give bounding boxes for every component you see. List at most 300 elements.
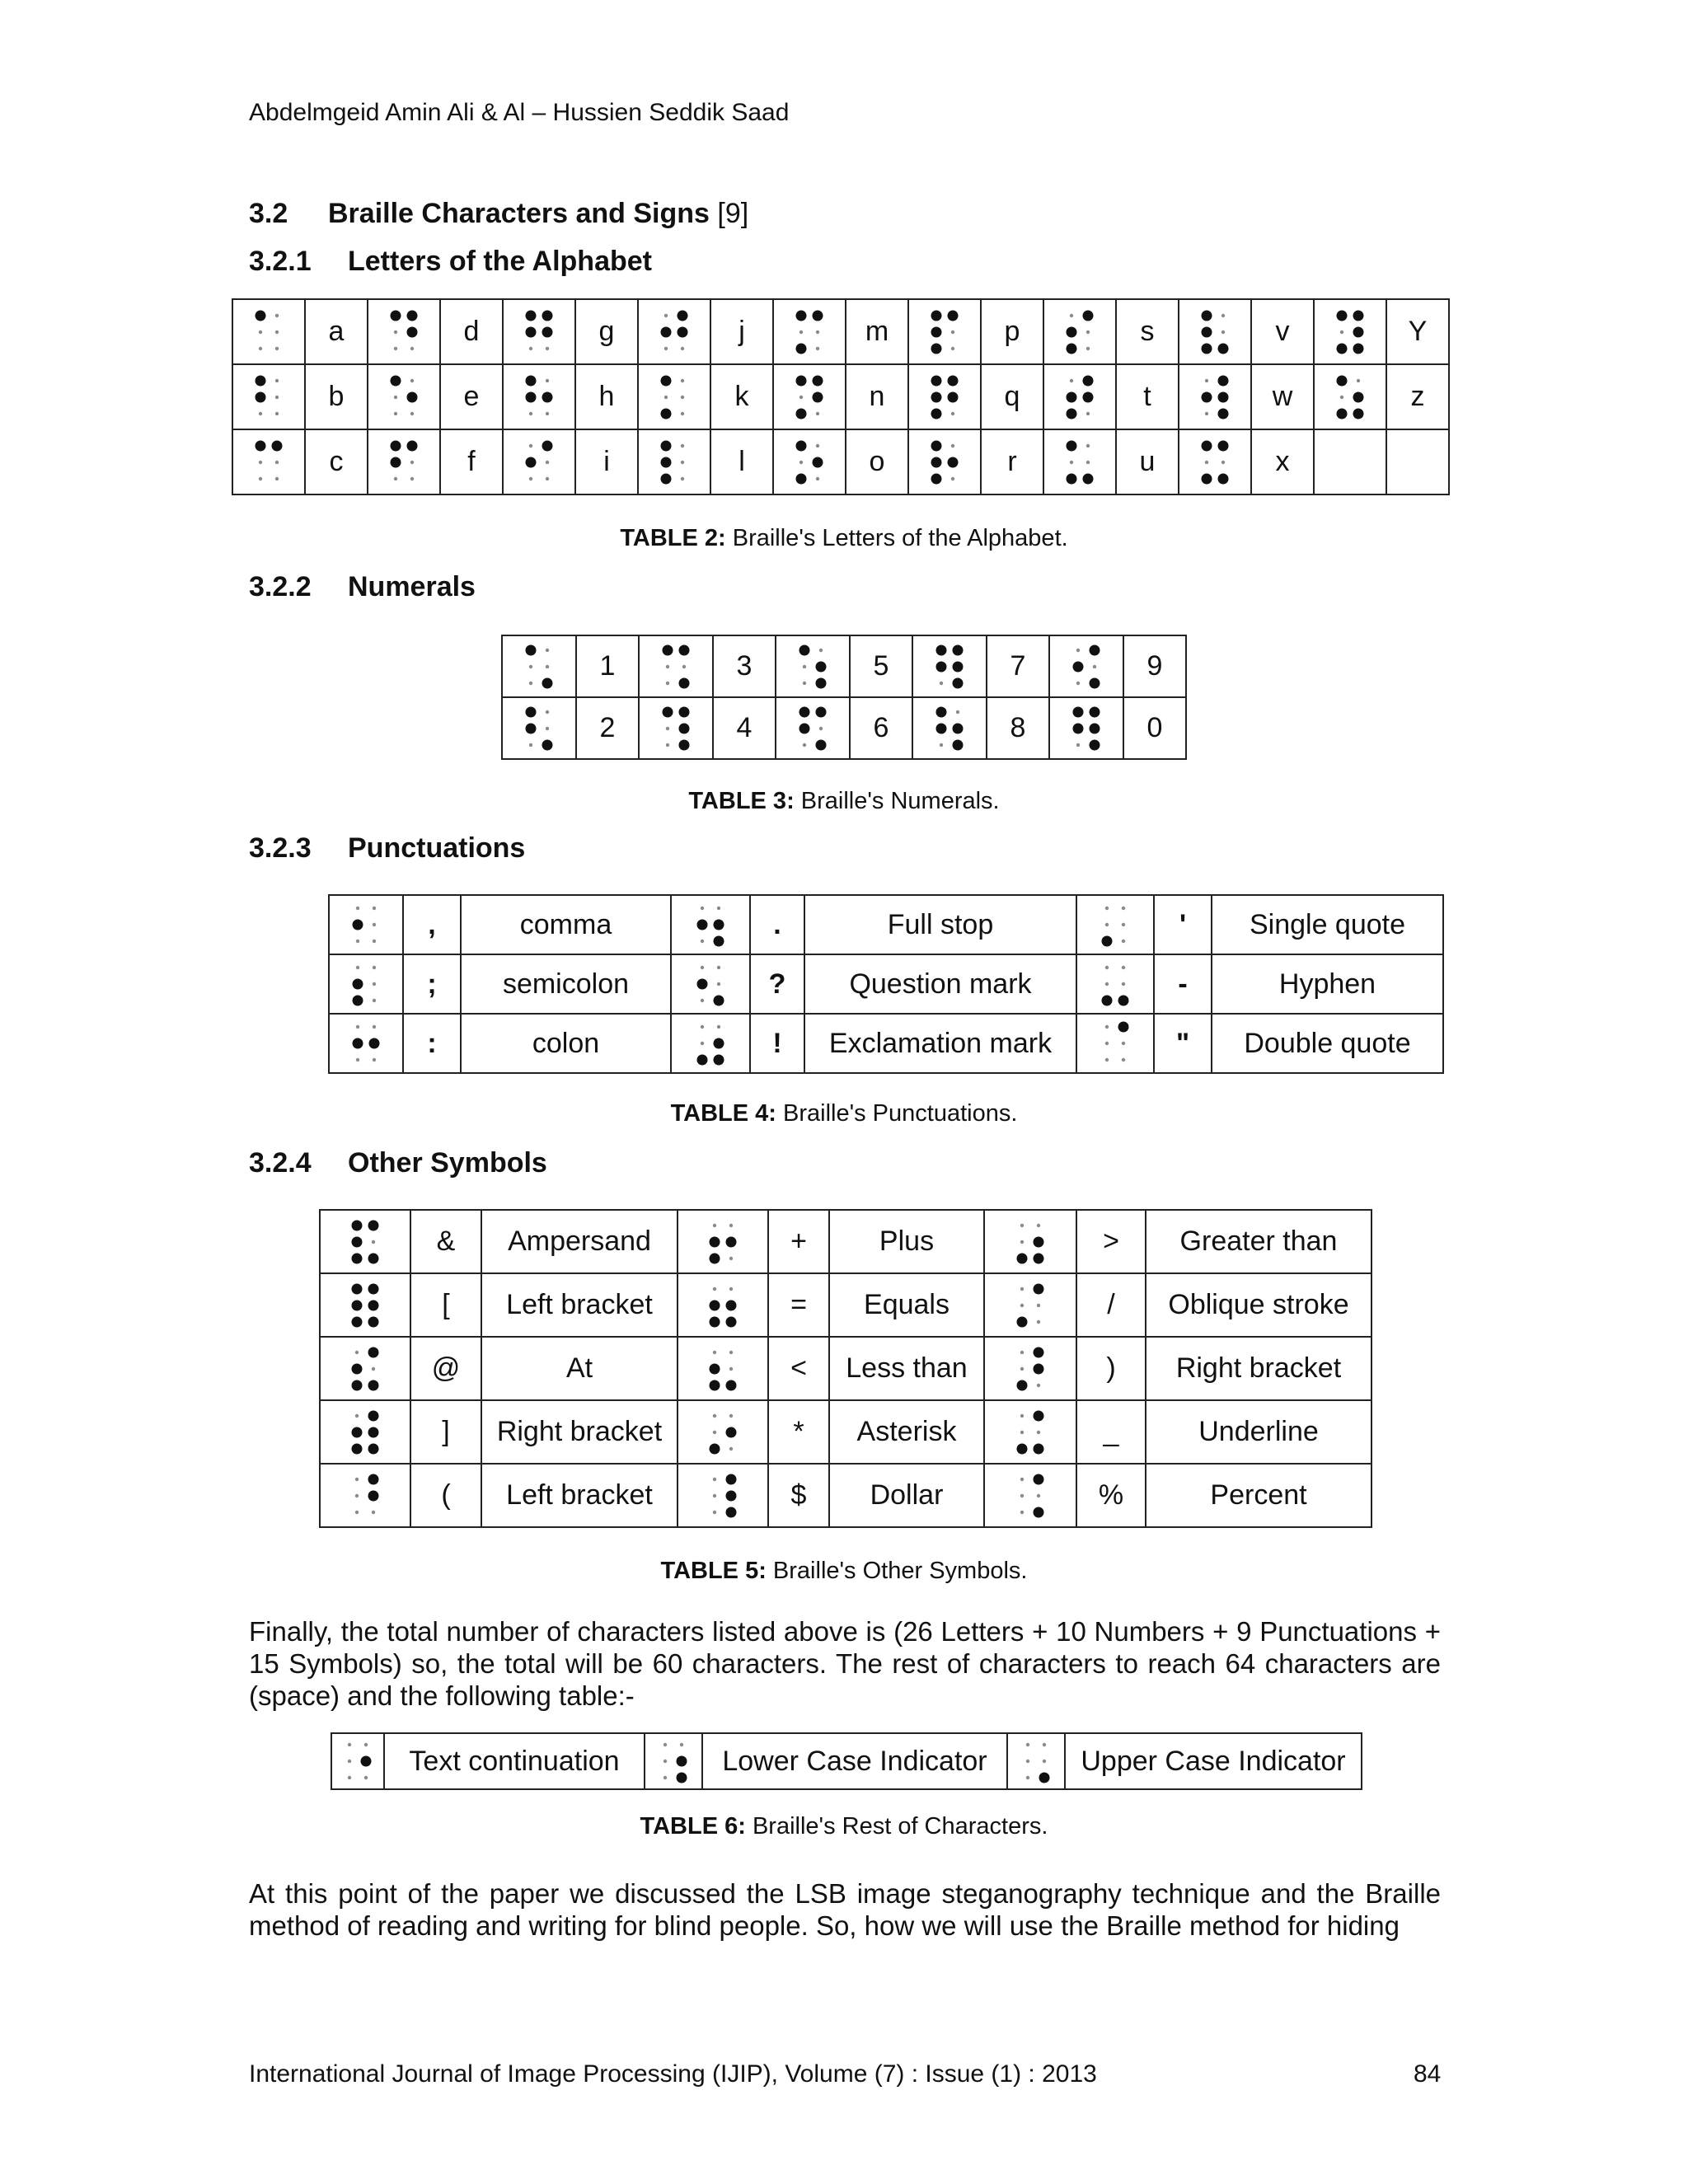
braille-dot-raised	[678, 310, 688, 321]
symbol-name: Underline	[1146, 1400, 1372, 1464]
braille-dot-flat	[275, 395, 279, 398]
braille-dot-flat	[701, 966, 704, 969]
braille-dot-raised	[796, 473, 807, 484]
braille-dot-raised	[272, 440, 283, 451]
braille-dot-flat	[701, 1042, 704, 1045]
braille-dot-raised	[948, 391, 959, 402]
braille-cell-icon	[523, 308, 556, 356]
numeral-label: 0	[1123, 697, 1186, 759]
braille-dot-flat	[372, 1366, 375, 1370]
symbol-glyph: %	[1076, 1464, 1146, 1527]
braille-cell-icon	[928, 308, 961, 356]
braille-dot-flat	[681, 411, 684, 415]
letter-label: q	[981, 364, 1043, 429]
braille-dot-flat	[356, 966, 359, 969]
braille-dot-flat	[356, 907, 359, 910]
braille-dot-flat	[1026, 1743, 1029, 1746]
braille-dot-raised	[1083, 473, 1094, 484]
braille-dot-flat	[410, 460, 414, 463]
subsection-title: Letters of the Alphabet	[348, 246, 652, 277]
braille-dot-flat	[372, 1240, 375, 1243]
braille-dot-flat	[717, 982, 720, 986]
braille-pattern-cell	[503, 299, 575, 364]
braille-dot-raised	[1090, 677, 1100, 688]
numeral-label: 8	[987, 697, 1049, 759]
symbol-glyph: -	[1154, 954, 1212, 1014]
braille-dot-raised	[256, 375, 266, 386]
braille-pattern-cell	[1043, 429, 1116, 494]
braille-pattern-cell	[232, 364, 305, 429]
braille-dot-raised	[1218, 440, 1229, 451]
braille-dot-raised	[1218, 473, 1229, 484]
braille-dot-flat	[816, 411, 819, 415]
table-row	[232, 299, 1449, 364]
braille-dot-raised	[1202, 343, 1212, 354]
braille-dot-raised	[1034, 1283, 1044, 1294]
indicator-name: Text continuation	[384, 1733, 645, 1789]
braille-dot-flat	[1020, 1350, 1024, 1353]
braille-dot-raised	[526, 375, 537, 386]
braille-pattern-cell	[1043, 364, 1116, 429]
braille-dot-flat	[1037, 1319, 1040, 1323]
braille-cell-icon	[694, 1019, 727, 1067]
braille-dot-flat	[940, 681, 943, 684]
braille-dot-flat	[275, 411, 279, 415]
braille-cell-icon	[341, 1737, 374, 1785]
letters-table	[232, 298, 1450, 495]
braille-dot-raised	[948, 375, 959, 386]
braille-pattern-cell	[1179, 429, 1251, 494]
braille-dot-raised	[1034, 1363, 1044, 1374]
braille-dot-raised	[936, 661, 947, 672]
braille-dot-flat	[1070, 313, 1073, 316]
braille-dot-flat	[951, 411, 954, 415]
braille-dot-flat	[373, 999, 376, 1002]
braille-dot-raised	[948, 310, 959, 321]
symbol-name: Left bracket	[481, 1464, 678, 1527]
braille-pattern-cell	[678, 1464, 768, 1527]
braille-pattern-cell	[639, 697, 713, 759]
braille-dot-raised	[1218, 375, 1229, 386]
braille-dot-raised	[256, 310, 266, 321]
braille-dot-raised	[726, 1316, 737, 1327]
braille-dot-flat	[681, 346, 684, 349]
braille-dot-raised	[368, 1474, 379, 1484]
braille-pattern-cell	[776, 697, 850, 759]
braille-dot-raised	[1034, 1507, 1044, 1517]
braille-cell-icon	[1014, 1282, 1047, 1329]
braille-dot-flat	[681, 460, 684, 463]
braille-cell-icon	[1070, 705, 1103, 752]
braille-dot-raised	[256, 391, 266, 402]
braille-cell-icon	[1014, 1472, 1047, 1520]
braille-dot-flat	[529, 411, 532, 415]
braille-cell-icon	[349, 1345, 382, 1393]
symbol-name: Oblique stroke	[1146, 1273, 1372, 1337]
letter-label: w	[1251, 364, 1314, 429]
subsection-number: 3.2.1	[249, 246, 312, 277]
braille-dot-raised	[1083, 391, 1094, 402]
numeral-label: 6	[850, 697, 912, 759]
braille-dot-raised	[799, 644, 810, 655]
braille-dot-flat	[348, 1743, 351, 1746]
braille-dot-raised	[1017, 1253, 1028, 1263]
braille-dot-raised	[1202, 440, 1212, 451]
braille-dot-raised	[526, 326, 537, 337]
braille-cell-icon	[659, 705, 692, 752]
braille-dot-flat	[729, 1256, 733, 1259]
braille-dot-raised	[714, 936, 724, 947]
symbol-name: Equals	[829, 1273, 984, 1337]
letter-label: r	[981, 429, 1043, 494]
braille-dot-flat	[356, 940, 359, 943]
symbol-glyph: '	[1154, 895, 1212, 954]
braille-dot-raised	[1353, 343, 1364, 354]
braille-dot-flat	[816, 476, 819, 480]
braille-dot-raised	[661, 375, 672, 386]
braille-dot-flat	[717, 966, 720, 969]
braille-cell-icon	[933, 705, 966, 752]
braille-dot-raised	[726, 1427, 737, 1437]
braille-dot-flat	[1205, 411, 1208, 415]
indicator-name: Upper Case Indicator	[1065, 1733, 1362, 1789]
braille-dot-raised	[1102, 996, 1113, 1006]
braille-dot-flat	[410, 411, 414, 415]
braille-dot-flat	[546, 726, 549, 729]
braille-dot-raised	[1202, 473, 1212, 484]
braille-dot-raised	[796, 408, 807, 419]
braille-dot-flat	[799, 330, 803, 333]
subsection-number: 3.2.4	[249, 1147, 312, 1179]
braille-pattern-cell	[984, 1464, 1076, 1527]
braille-dot-raised	[391, 375, 401, 386]
braille-dot-raised	[936, 706, 947, 717]
braille-cell-icon	[523, 705, 556, 752]
braille-pattern-cell	[908, 299, 981, 364]
braille-dot-raised	[1337, 310, 1348, 321]
braille-pattern-cell	[502, 697, 576, 759]
braille-dot-raised	[1034, 1236, 1044, 1247]
braille-dot-raised	[953, 723, 964, 733]
braille-pattern-cell	[368, 364, 440, 429]
braille-pattern-cell	[1179, 364, 1251, 429]
braille-dot-flat	[940, 743, 943, 746]
table-row	[320, 1210, 1372, 1273]
braille-dot-flat	[1086, 330, 1090, 333]
braille-dot-raised	[1353, 310, 1364, 321]
braille-dot-raised	[661, 473, 672, 484]
braille-dot-flat	[1221, 460, 1225, 463]
braille-dot-raised	[1118, 996, 1129, 1006]
braille-dot-raised	[710, 1253, 720, 1263]
braille-dot-raised	[726, 1236, 737, 1247]
subsection-title: Other Symbols	[348, 1147, 547, 1179]
braille-dot-flat	[394, 330, 397, 333]
table-row	[320, 1400, 1372, 1464]
braille-pattern-cell	[639, 635, 713, 697]
braille-dot-flat	[546, 710, 549, 713]
braille-dot-flat	[729, 1350, 733, 1353]
braille-cell-icon	[1099, 1019, 1132, 1067]
braille-dot-flat	[799, 460, 803, 463]
braille-pattern-cell	[1049, 635, 1123, 697]
symbol-glyph: :	[403, 1014, 461, 1073]
braille-dot-raised	[679, 644, 690, 655]
braille-dot-flat	[1020, 1366, 1024, 1370]
braille-cell-icon	[1063, 373, 1096, 421]
braille-cell-icon	[523, 643, 556, 691]
braille-dot-raised	[352, 1283, 363, 1294]
braille-dot-raised	[542, 310, 553, 321]
braille-dot-flat	[394, 346, 397, 349]
braille-dot-flat	[1105, 1025, 1109, 1029]
braille-cell-icon	[252, 373, 285, 421]
braille-dot-flat	[372, 1510, 375, 1513]
table-row	[320, 1464, 1372, 1527]
braille-dot-flat	[729, 1223, 733, 1226]
braille-dot-raised	[1353, 391, 1364, 402]
letter-label: i	[575, 429, 638, 494]
braille-cell-icon	[796, 643, 829, 691]
braille-dot-flat	[259, 330, 262, 333]
braille-dot-raised	[1034, 1410, 1044, 1421]
subsection-title: Numerals	[348, 571, 476, 602]
braille-dot-raised	[1202, 326, 1212, 337]
letter-label: a	[305, 299, 368, 364]
braille-dot-flat	[348, 1776, 351, 1779]
braille-dot-flat	[713, 1350, 716, 1353]
caption-label: TABLE 4:	[670, 1100, 776, 1127]
braille-cell-icon	[252, 438, 285, 486]
braille-dot-raised	[1202, 310, 1212, 321]
braille-dot-flat	[799, 395, 803, 398]
braille-dot-raised	[1090, 706, 1100, 717]
braille-pattern-cell	[1314, 429, 1386, 494]
braille-dot-flat	[373, 1025, 376, 1029]
braille-dot-raised	[1083, 375, 1094, 386]
braille-dot-raised	[352, 1316, 363, 1327]
table-row	[320, 1273, 1372, 1337]
braille-dot-flat	[1037, 1303, 1040, 1306]
braille-dot-raised	[352, 1253, 363, 1263]
braille-dot-raised	[796, 440, 807, 451]
braille-pattern-cell	[331, 1733, 384, 1789]
braille-dot-flat	[664, 395, 668, 398]
braille-pattern-cell	[638, 364, 710, 429]
table6-caption	[0, 1813, 1688, 1840]
braille-pattern-cell	[368, 299, 440, 364]
braille-dot-raised	[936, 644, 947, 655]
braille-dot-raised	[391, 457, 401, 467]
braille-dot-flat	[816, 443, 819, 447]
symbol-name: Dollar	[829, 1464, 984, 1527]
braille-pattern-cell	[912, 697, 987, 759]
braille-dot-flat	[1122, 982, 1125, 986]
braille-pattern-cell	[1076, 1014, 1154, 1073]
braille-dot-raised	[697, 1055, 708, 1066]
braille-cell-icon	[1014, 1408, 1047, 1456]
braille-dot-flat	[529, 664, 532, 668]
braille-dot-raised	[542, 677, 553, 688]
braille-pattern-cell	[503, 429, 575, 494]
braille-dot-raised	[679, 723, 690, 733]
braille-dot-raised	[1034, 1347, 1044, 1357]
symbol-name: Hyphen	[1212, 954, 1443, 1014]
braille-pattern-cell	[671, 954, 750, 1014]
braille-pattern-cell	[638, 429, 710, 494]
braille-dot-flat	[1093, 664, 1096, 668]
braille-pattern-cell	[773, 429, 846, 494]
braille-dot-flat	[410, 378, 414, 382]
symbol-name: Greater than	[1146, 1210, 1372, 1273]
braille-dot-raised	[953, 677, 964, 688]
braille-cell-icon	[523, 438, 556, 486]
symbol-name: Plus	[829, 1210, 984, 1273]
braille-dot-flat	[1020, 1240, 1024, 1243]
braille-dot-raised	[663, 706, 673, 717]
braille-dot-raised	[1073, 723, 1084, 733]
braille-dot-flat	[356, 1058, 359, 1062]
braille-dot-raised	[1034, 1474, 1044, 1484]
braille-dot-flat	[680, 1743, 683, 1746]
braille-dot-raised	[526, 644, 537, 655]
braille-dot-raised	[816, 706, 827, 717]
braille-dot-raised	[256, 440, 266, 451]
braille-dot-flat	[364, 1776, 368, 1779]
braille-pattern-cell	[984, 1400, 1076, 1464]
letter-label: b	[305, 364, 368, 429]
braille-cell-icon	[1198, 438, 1231, 486]
paragraph-lsb-braille: At this point of the paper we discussed the LSB image steganography technique and the Braille method of reading and writing for blind people. So, how we will use the Braille method for hiding	[249, 1878, 1441, 1941]
braille-dot-flat	[951, 330, 954, 333]
braille-dot-raised	[936, 723, 947, 733]
symbols-table	[319, 1209, 1372, 1528]
braille-dot-flat	[529, 476, 532, 480]
braille-pattern-cell	[773, 364, 846, 429]
braille-dot-flat	[664, 346, 668, 349]
braille-dot-raised	[661, 457, 672, 467]
braille-pattern-cell	[320, 1210, 410, 1273]
braille-dot-flat	[1340, 330, 1343, 333]
letter-label: d	[440, 299, 503, 364]
braille-dot-flat	[729, 1446, 733, 1450]
braille-cell-icon	[793, 373, 826, 421]
braille-dot-raised	[407, 310, 418, 321]
braille-dot-raised	[1083, 310, 1094, 321]
braille-dot-flat	[819, 648, 823, 651]
braille-dot-flat	[1076, 648, 1080, 651]
braille-dot-raised	[368, 1380, 379, 1390]
braille-cell-icon	[658, 438, 691, 486]
braille-dot-raised	[677, 1773, 687, 1783]
braille-dot-flat	[681, 443, 684, 447]
braille-cell-icon	[1063, 438, 1096, 486]
braille-dot-raised	[1218, 343, 1229, 354]
braille-dot-raised	[661, 440, 672, 451]
braille-dot-flat	[373, 907, 376, 910]
braille-dot-flat	[259, 460, 262, 463]
braille-dot-raised	[661, 408, 672, 419]
braille-cell-icon	[1334, 373, 1367, 421]
braille-dot-flat	[1122, 940, 1125, 943]
braille-pattern-cell	[908, 364, 981, 429]
table3-caption	[0, 788, 1688, 815]
braille-dot-flat	[803, 664, 806, 668]
braille-dot-flat	[1037, 1493, 1040, 1497]
braille-dot-flat	[1020, 1510, 1024, 1513]
symbol-glyph: !	[750, 1014, 804, 1073]
table-row	[320, 1337, 1372, 1400]
braille-dot-raised	[369, 1038, 380, 1049]
symbol-glyph: $	[768, 1464, 829, 1527]
braille-dot-flat	[364, 1743, 368, 1746]
braille-pattern-cell	[638, 299, 710, 364]
braille-pattern-cell	[678, 1337, 768, 1400]
braille-dot-flat	[713, 1510, 716, 1513]
symbol-glyph: =	[768, 1273, 829, 1337]
braille-dot-raised	[678, 326, 688, 337]
braille-dot-flat	[373, 923, 376, 926]
numeral-label: 3	[713, 635, 776, 697]
braille-dot-flat	[1026, 1760, 1029, 1763]
braille-dot-flat	[1020, 1223, 1024, 1226]
letter-label: h	[575, 364, 638, 429]
braille-dot-flat	[1037, 1383, 1040, 1386]
braille-dot-flat	[1026, 1776, 1029, 1779]
braille-pattern-cell	[984, 1337, 1076, 1400]
caption-text: Braille's Rest of Characters.	[745, 1813, 1048, 1840]
braille-cell-icon	[349, 901, 382, 949]
symbol-glyph: <	[768, 1337, 829, 1400]
braille-dot-flat	[1020, 1303, 1024, 1306]
braille-dot-flat	[410, 346, 414, 349]
table-row	[329, 895, 1443, 954]
braille-dot-raised	[1102, 936, 1113, 947]
braille-dot-flat	[546, 378, 549, 382]
braille-dot-raised	[352, 1220, 363, 1230]
braille-dot-flat	[1020, 1493, 1024, 1497]
braille-dot-raised	[361, 1756, 372, 1767]
table-row	[331, 1733, 1362, 1789]
braille-dot-raised	[799, 706, 810, 717]
braille-dot-raised	[726, 1380, 737, 1390]
braille-dot-flat	[373, 966, 376, 969]
braille-dot-raised	[677, 1756, 687, 1767]
symbol-glyph: (	[410, 1464, 481, 1527]
braille-dot-raised	[813, 375, 823, 386]
braille-dot-flat	[529, 443, 532, 447]
braille-dot-flat	[681, 476, 684, 480]
braille-cell-icon	[1014, 1345, 1047, 1393]
braille-dot-flat	[373, 940, 376, 943]
symbol-name: At	[481, 1337, 678, 1400]
braille-dot-raised	[1090, 739, 1100, 750]
braille-dot-raised	[1337, 343, 1348, 354]
braille-dot-flat	[394, 395, 397, 398]
braille-dot-flat	[1340, 395, 1343, 398]
braille-dot-raised	[352, 1236, 363, 1247]
braille-dot-flat	[663, 1776, 667, 1779]
braille-dot-flat	[546, 664, 549, 668]
braille-dot-flat	[1122, 966, 1125, 969]
braille-dot-flat	[275, 330, 279, 333]
braille-dot-raised	[368, 1427, 379, 1437]
braille-dot-flat	[373, 1058, 376, 1062]
braille-dot-raised	[813, 310, 823, 321]
braille-dot-flat	[1205, 378, 1208, 382]
braille-dot-raised	[1118, 1022, 1129, 1033]
braille-dot-flat	[729, 1413, 733, 1417]
